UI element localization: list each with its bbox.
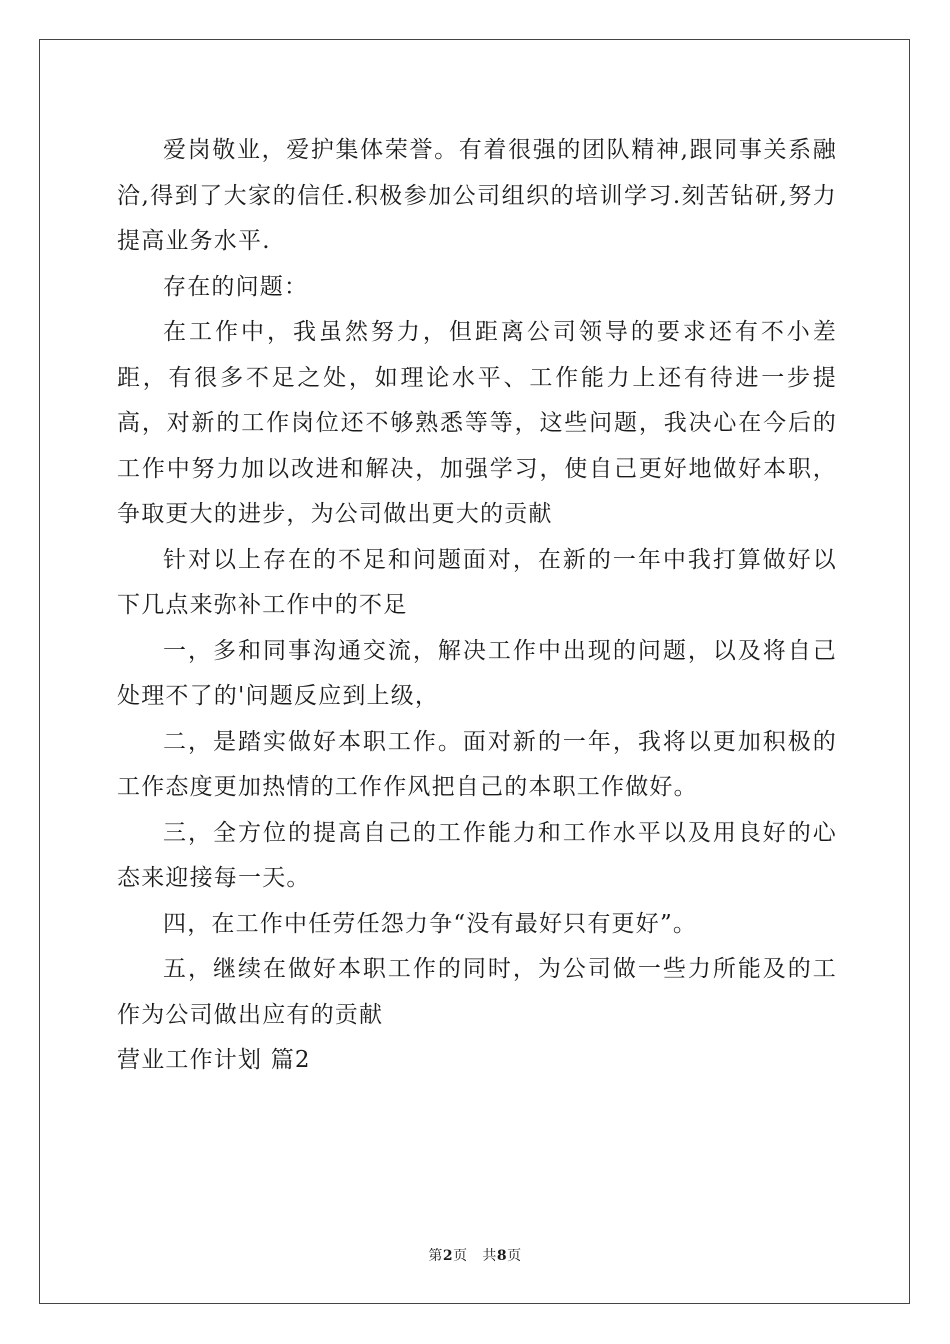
- paragraph-9: 五，继续在做好本职工作的同时，为公司做一些力所能及的工作为公司做出应有的贡献: [117, 956, 837, 1028]
- document-body: [117, 128, 837, 1084]
- footer-suffix: 页: [507, 1248, 522, 1264]
- paragraph-3: 在工作中，我虽然努力，但距离公司领导的要求还有不小差距，有很多不足之处，如理论水平、工作能力上还有待进一步提高，对新的工作岗位还不够熟悉等等，这些问题，我决心在今后的工作中努力加以改进和解决，加强学习，使自己更好地做好本职，争取更大的进步，为公司做出更大的贡献: [117, 319, 837, 527]
- paragraph-2: 存在的问题：: [163, 273, 309, 300]
- paragraph-8: 四，在工作中任劳任怨力争“没有最好只有更好”。: [163, 910, 698, 937]
- footer-prefix: 第: [428, 1248, 443, 1264]
- paragraph-4: 针对以上存在的不足和问题面对，在新的一年中我打算做好以下几点来弥补工作中的不足: [117, 546, 837, 618]
- paragraph-5: 一，多和同事沟通交流，解决工作中出现的问题，以及将自己处理不了的'问题反应到上级，: [117, 637, 837, 709]
- paragraph-1: 爱岗敬业，爱护集体荣誉。有着很强的团队精神,跟同事关系融洽,得到了大家的信任.积极参加公司组织的培训学习.刻苦钻研,努力提高业务水平.: [117, 137, 837, 254]
- footer-page-number: 2: [442, 1248, 454, 1264]
- footer-middle: 页 共: [453, 1248, 497, 1264]
- footer-total-pages: 8: [496, 1248, 508, 1264]
- paragraph-7: 三，全方位的提高自己的工作能力和工作水平以及用良好的心态来迎接每一天。: [117, 819, 837, 891]
- page-footer: [0, 1245, 950, 1265]
- section-heading: 营业工作计划 篇2: [117, 1047, 311, 1073]
- paragraph-6: 二，是踏实做好本职工作。面对新的一年，我将以更加积极的工作态度更加热情的工作作风把自己的本职工作做好。: [117, 728, 837, 800]
